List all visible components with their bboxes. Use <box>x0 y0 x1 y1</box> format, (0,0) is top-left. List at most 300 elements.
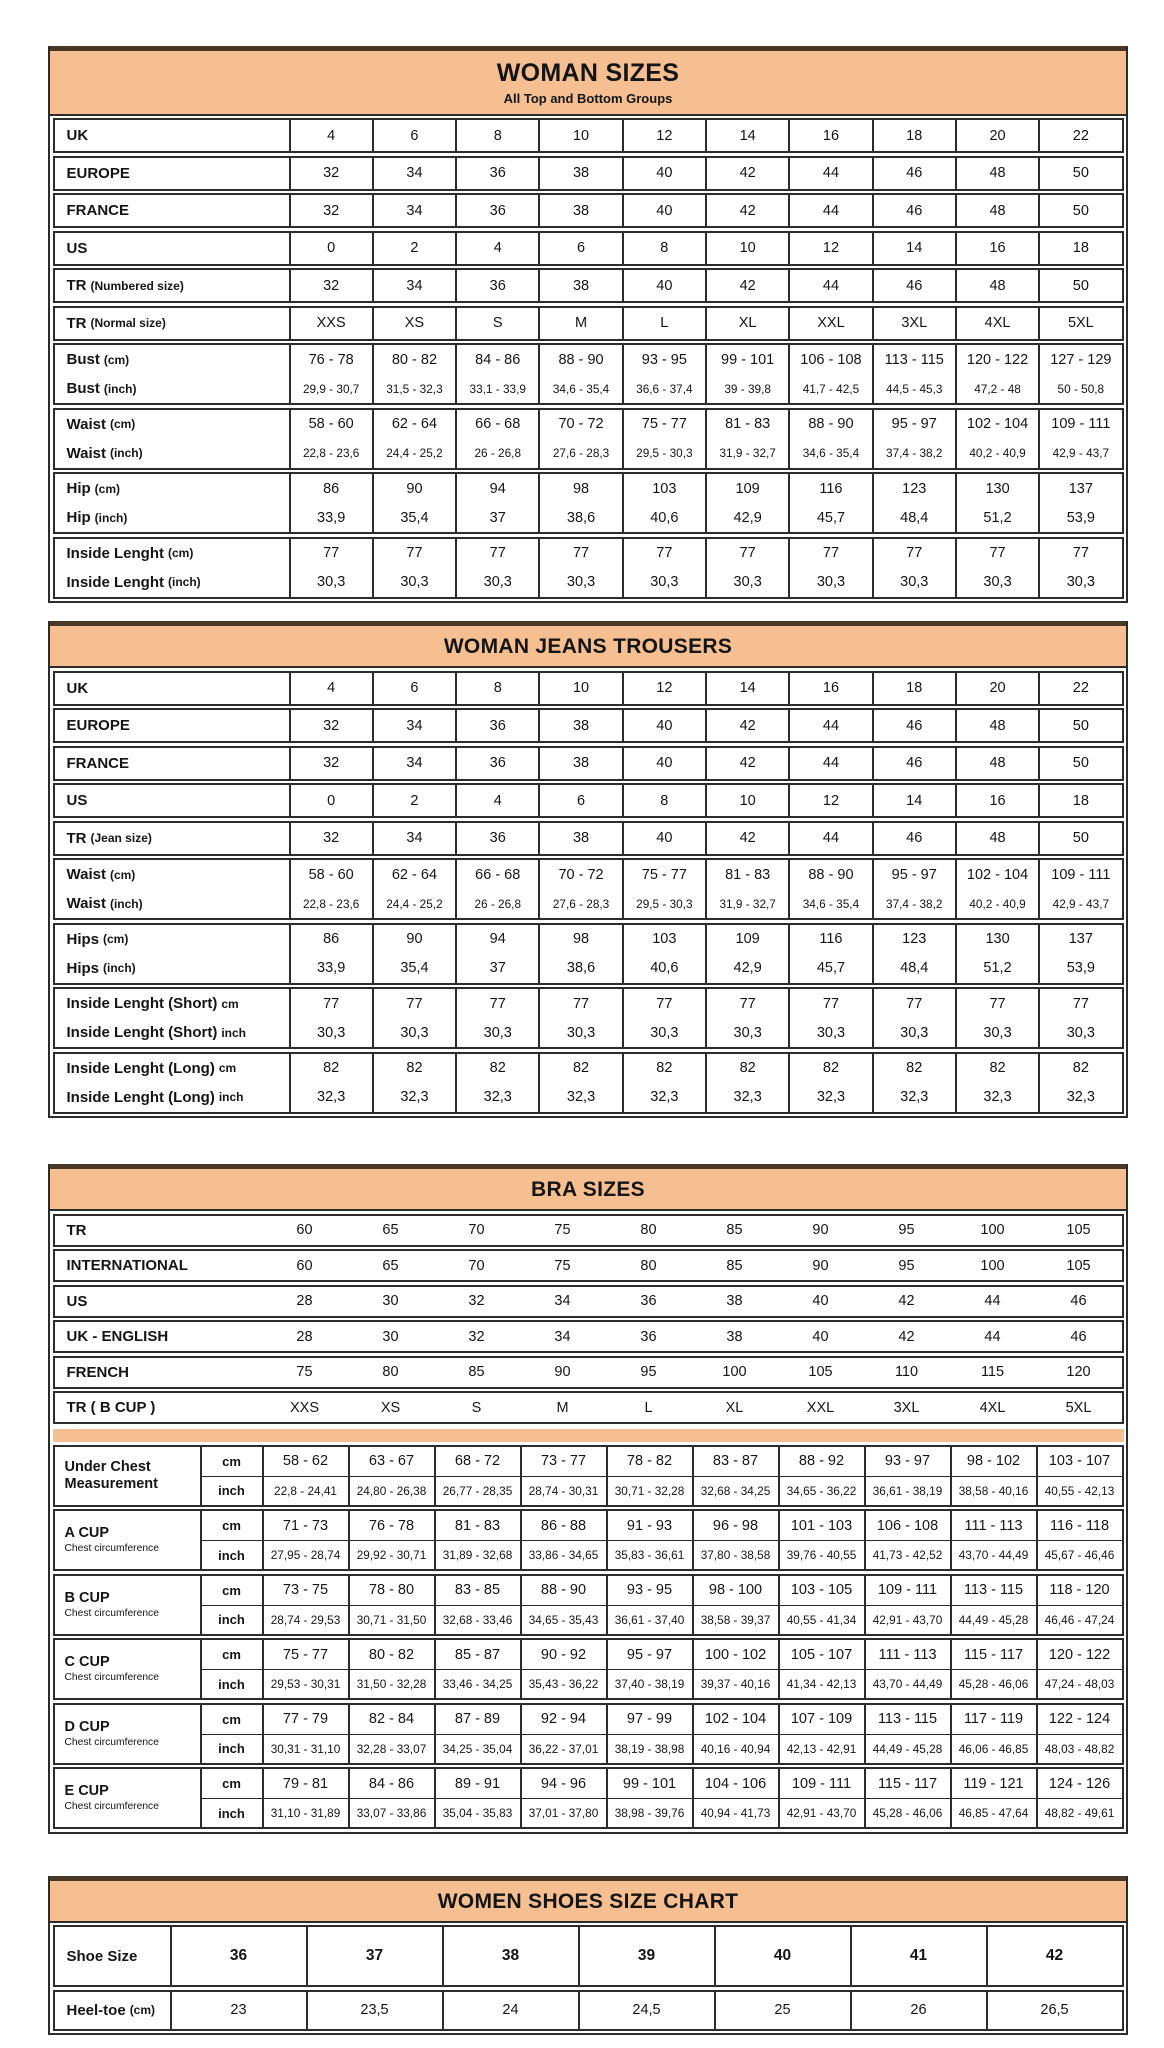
bra-cup-group <box>53 1445 1124 1507</box>
table-cell: 37 <box>455 954 538 983</box>
row-label <box>55 925 289 954</box>
table-cell: 80 <box>640 1222 657 1239</box>
table-cell: 75 - 77 <box>622 410 705 439</box>
row-label <box>55 233 289 264</box>
table-cell: XL <box>705 308 788 339</box>
table-row <box>55 1927 1122 1985</box>
table-row <box>55 925 1122 954</box>
table-cell: 38,6 <box>538 503 621 532</box>
table-cell: 24,4 - 25,2 <box>372 439 455 468</box>
table-row-group <box>53 1052 1124 1114</box>
table-cell: 53,9 <box>1038 503 1121 532</box>
table-row-group <box>53 306 1124 341</box>
table-cell: 89 - 91 <box>434 1769 520 1798</box>
row-label-text: Hips <box>66 959 100 977</box>
table-cell: 26 - 26,8 <box>455 889 538 918</box>
bra-cup-group <box>53 1703 1124 1765</box>
woman-sizes-header <box>50 46 1126 116</box>
table-cell: 99 - 101 <box>606 1769 692 1798</box>
table-cell: 5XL <box>1065 1399 1092 1416</box>
table-cell: 39 - 39,8 <box>705 374 788 403</box>
table-cell: 24,5 <box>578 1992 714 2029</box>
table-cell: 45,7 <box>788 954 871 983</box>
table-cell: 85 <box>726 1257 743 1274</box>
table-cell: 4XL <box>955 308 1038 339</box>
row-label <box>55 860 289 889</box>
row-label <box>55 1054 289 1083</box>
table-cell: 38 <box>538 158 621 189</box>
table-cell: 105 - 107 <box>778 1640 864 1669</box>
table-cell: 32,3 <box>872 1083 955 1112</box>
table-cell: 50 <box>1038 748 1121 779</box>
table-cell: 77 <box>788 539 871 568</box>
row-label-subtext: Chest circumference <box>64 1736 159 1748</box>
table-cell: 70 <box>468 1222 485 1239</box>
table-cell: 34,6 - 35,4 <box>788 889 871 918</box>
table-row-group <box>53 268 1124 303</box>
table-cell: 90 <box>554 1364 571 1381</box>
row-label <box>55 1927 170 1985</box>
table-cell: 30,3 <box>872 568 955 597</box>
table-cell: 34 <box>554 1293 571 1310</box>
table-cell: 42,9 - 43,7 <box>1038 889 1121 918</box>
row-label-text: Waist <box>66 444 106 462</box>
row-label-text: TR <box>66 314 87 332</box>
table-cell: 42 <box>898 1293 915 1310</box>
table-cell: 34 <box>372 748 455 779</box>
table-cell: M <box>538 308 621 339</box>
table-cell: L <box>622 308 705 339</box>
row-label <box>55 823 289 854</box>
table-cell: 102 - 104 <box>955 410 1038 439</box>
table-cell: 40,55 - 42,13 <box>1036 1476 1122 1505</box>
table-cell: 87 - 89 <box>434 1705 520 1734</box>
table-cell: 115 - 117 <box>864 1769 950 1798</box>
table-row <box>55 120 1122 151</box>
table-cell: 58 - 60 <box>289 860 372 889</box>
row-label <box>55 195 289 226</box>
row-label-text: US <box>66 792 88 810</box>
table-cell: 10 <box>538 120 621 151</box>
table-row-group <box>53 231 1124 266</box>
row-label-text: FRENCH <box>66 1363 129 1381</box>
row-label-text: TR ( B CUP ) <box>66 1399 156 1417</box>
table-cell: 32,3 <box>455 1083 538 1112</box>
table-cell: 37,01 - 37,80 <box>520 1798 606 1827</box>
row-label <box>55 748 289 779</box>
table-cell: 65 <box>382 1222 399 1239</box>
table-cell: 31,5 - 32,3 <box>372 374 455 403</box>
woman-sizes-title: WOMAN SIZES <box>496 59 680 87</box>
table-cell: 30,3 <box>289 568 372 597</box>
table-cell: 42 <box>986 1927 1122 1985</box>
table-cell: 36 <box>170 1927 306 1985</box>
table-cell: 82 <box>455 1054 538 1083</box>
table-cell: XXS <box>289 308 372 339</box>
table-row <box>55 860 1122 889</box>
table-cell: 93 - 97 <box>864 1447 950 1476</box>
table-cell: 75 <box>296 1364 313 1381</box>
table-row <box>55 158 1122 189</box>
row-label-text: EUROPE <box>66 164 130 182</box>
table-cell: 38 <box>726 1293 743 1310</box>
row-label <box>55 1705 200 1763</box>
table-cell: 28 <box>296 1328 313 1345</box>
table-cell: 107 - 109 <box>778 1705 864 1734</box>
row-label-text: TR <box>66 277 87 294</box>
unit-label-inch: inch <box>200 1540 262 1569</box>
row-label-unit: (inch) <box>109 896 143 911</box>
table-cell: 30,3 <box>538 1018 621 1047</box>
table-cell: 18 <box>872 120 955 151</box>
table-row <box>55 785 1122 816</box>
table-cell: 32,3 <box>788 1083 871 1112</box>
table-cell: 30 <box>382 1293 399 1310</box>
table-cell: 116 <box>788 474 871 503</box>
table-cell: 43,70 - 44,49 <box>864 1669 950 1698</box>
table-cell: 116 - 118 <box>1036 1511 1122 1540</box>
row-label-unit: (inch) <box>103 381 137 396</box>
table-cell: 46 <box>872 158 955 189</box>
table-cell: 23,5 <box>306 1992 442 2029</box>
table-cell: 111 - 113 <box>950 1511 1036 1540</box>
woman-sizes-table <box>48 46 1128 603</box>
table-cell: 34 <box>372 270 455 301</box>
table-cell: 24,4 - 25,2 <box>372 889 455 918</box>
table-cell: 77 <box>705 539 788 568</box>
table-cell: 82 <box>1038 1054 1121 1083</box>
row-label <box>55 120 289 151</box>
table-row-group <box>53 708 1124 743</box>
table-cell: 12 <box>788 233 871 264</box>
table-cell: 78 - 82 <box>606 1447 692 1476</box>
table-cell: 4XL <box>979 1399 1006 1416</box>
table-cell: 77 <box>955 989 1038 1018</box>
table-row <box>55 1054 1122 1083</box>
row-label-subtext: Chest circumference <box>64 1607 159 1619</box>
table-cell: 75 <box>554 1257 571 1274</box>
table-cell: 95 <box>898 1257 915 1274</box>
table-cell: 105 <box>1066 1257 1091 1274</box>
table-cell: 12 <box>788 785 871 816</box>
table-cell: 30,3 <box>955 568 1038 597</box>
table-cell: 90 - 92 <box>520 1640 606 1669</box>
table-cell: 98 <box>538 925 621 954</box>
table-row <box>55 1018 1122 1047</box>
table-row <box>55 374 1122 403</box>
table-row <box>55 410 1122 439</box>
table-row <box>55 1287 1122 1316</box>
table-cell: 113 - 115 <box>950 1576 1036 1605</box>
table-cell: 29,9 - 30,7 <box>289 374 372 403</box>
table-row-group <box>53 858 1124 920</box>
table-cell: 33,9 <box>289 954 372 983</box>
table-cell: 32,3 <box>622 1083 705 1112</box>
table-row-group <box>53 118 1124 153</box>
table-row <box>55 748 1122 779</box>
row-label-unit: (Jean size) <box>90 831 152 846</box>
table-cell: 26 - 26,8 <box>455 439 538 468</box>
table-cell: 16 <box>788 120 871 151</box>
table-cell: 60 <box>296 1222 313 1239</box>
table-cell: 53,9 <box>1038 954 1121 983</box>
woman-sizes-subtitle: All Top and Bottom Groups <box>503 90 673 106</box>
table-cell: 30,3 <box>705 568 788 597</box>
table-cell: 30,3 <box>872 1018 955 1047</box>
table-row <box>55 673 1122 704</box>
bra-cup-rows <box>50 1445 1126 1832</box>
table-cell: 32,3 <box>538 1083 621 1112</box>
bra-sizes-table <box>48 1164 1128 1834</box>
table-cell: 80 <box>382 1364 399 1381</box>
table-cell: 77 <box>622 989 705 1018</box>
row-label-unit: (cm) <box>168 546 194 560</box>
table-cell: 91 - 93 <box>606 1511 692 1540</box>
table-cell: 4 <box>289 673 372 704</box>
table-row <box>55 954 1122 983</box>
women-shoes-header <box>50 1876 1126 1923</box>
table-cell: 36,22 - 37,01 <box>520 1734 606 1763</box>
table-cell: 0 <box>289 233 372 264</box>
table-cell: 41 <box>850 1927 986 1985</box>
table-cell: 42 <box>705 195 788 226</box>
table-cell: 81 - 83 <box>434 1511 520 1540</box>
table-cell: 29,92 - 30,71 <box>348 1540 434 1569</box>
table-cell: 37,80 - 38,58 <box>692 1540 778 1569</box>
unit-label-cm: cm <box>200 1705 262 1734</box>
row-label-unit: (cm) <box>109 417 136 431</box>
row-label <box>55 308 289 339</box>
table-cell: 30,3 <box>788 568 871 597</box>
table-cell: 105 <box>1066 1222 1091 1239</box>
table-cell: 40,6 <box>622 503 705 532</box>
table-cell: 42,9 <box>705 503 788 532</box>
table-cell: 24 <box>442 1992 578 2029</box>
table-cell: 113 - 115 <box>872 345 955 374</box>
table-cell: 70 - 72 <box>538 410 621 439</box>
table-cell: 46,85 - 47,64 <box>950 1798 1036 1827</box>
table-cell: 94 <box>455 474 538 503</box>
table-cell: 48,82 - 49,61 <box>1036 1798 1122 1827</box>
table-cell: 41,7 - 42,5 <box>788 374 871 403</box>
table-cell: 30,3 <box>955 1018 1038 1047</box>
row-label <box>55 1358 262 1387</box>
table-cell: 31,9 - 32,7 <box>705 439 788 468</box>
table-cell: 6 <box>538 785 621 816</box>
table-cell: 50 <box>1038 710 1121 741</box>
table-cell: 12 <box>622 673 705 704</box>
row-label-text: Inside Lenght <box>66 544 164 562</box>
row-label-text: UK - ENGLISH <box>66 1328 169 1346</box>
table-cell: 109 - 111 <box>1038 860 1121 889</box>
table-row-group <box>53 408 1124 470</box>
table-cell: XXL <box>788 308 871 339</box>
row-label-unit: cm <box>218 1061 237 1076</box>
table-cell: 40 <box>714 1927 850 1985</box>
table-cell: 30,3 <box>622 568 705 597</box>
table-cell: 50 <box>1038 270 1121 301</box>
table-cell: 34,25 - 35,04 <box>434 1734 520 1763</box>
table-cell: 104 - 106 <box>692 1769 778 1798</box>
table-cell: 80 - 82 <box>348 1640 434 1669</box>
table-cell: 75 - 77 <box>622 860 705 889</box>
table-cell: 102 - 104 <box>692 1705 778 1734</box>
table-cell: 40 <box>812 1328 829 1345</box>
table-cell: 127 - 129 <box>1038 345 1121 374</box>
table-cell: 40 <box>622 710 705 741</box>
table-cell: 137 <box>1038 474 1121 503</box>
table-cell: 78 - 80 <box>348 1576 434 1605</box>
row-label-text: Inside Lenght (Short) <box>66 995 218 1013</box>
table-cell: 10 <box>705 233 788 264</box>
table-cell: 34,65 - 36,22 <box>778 1476 864 1505</box>
table-row-group <box>53 1320 1124 1353</box>
table-cell: 77 <box>622 539 705 568</box>
table-cell: 36 <box>455 195 538 226</box>
table-cell: 116 <box>788 925 871 954</box>
table-cell: 77 <box>538 539 621 568</box>
table-cell: 22 <box>1038 673 1121 704</box>
table-cell: 38 <box>538 748 621 779</box>
table-row-group <box>53 671 1124 706</box>
table-cell: 37,40 - 38,19 <box>606 1669 692 1698</box>
table-cell: 44,5 - 45,3 <box>872 374 955 403</box>
table-row-group <box>53 537 1124 599</box>
table-cell: 38 <box>538 270 621 301</box>
table-cell: 42 <box>898 1328 915 1345</box>
table-cell: 4 <box>455 785 538 816</box>
table-cell: S <box>455 308 538 339</box>
table-cell: 119 - 121 <box>950 1769 1036 1798</box>
table-row-group <box>53 746 1124 781</box>
table-cell: 33,46 - 34,25 <box>434 1669 520 1698</box>
table-cell: 31,89 - 32,68 <box>434 1540 520 1569</box>
table-cell: 14 <box>705 120 788 151</box>
table-cell: XXS <box>289 1399 319 1416</box>
table-cell: 47,2 - 48 <box>955 374 1038 403</box>
table-cell: 22,8 - 23,6 <box>289 439 372 468</box>
table-cell: 39 <box>578 1927 714 1985</box>
table-cell: 30,71 - 31,50 <box>348 1605 434 1634</box>
table-row-group <box>53 1990 1124 2031</box>
table-cell: 84 - 86 <box>455 345 538 374</box>
table-row-group <box>53 1214 1124 1247</box>
table-cell: 6 <box>372 120 455 151</box>
table-cell: 14 <box>705 673 788 704</box>
table-cell: 36 <box>455 748 538 779</box>
table-cell: 32 <box>289 710 372 741</box>
row-label <box>55 785 289 816</box>
table-row <box>55 568 1122 597</box>
woman-sizes-rows <box>50 116 1126 602</box>
table-cell: 35,04 - 35,83 <box>434 1798 520 1827</box>
table-cell: 81 - 83 <box>705 410 788 439</box>
table-cell: 42,13 - 42,91 <box>778 1734 864 1763</box>
table-cell: 4 <box>455 233 538 264</box>
row-label-text: Hip <box>66 509 91 526</box>
table-cell: 5XL <box>1038 308 1121 339</box>
table-cell: 117 - 119 <box>950 1705 1036 1734</box>
table-cell: 35,43 - 36,22 <box>520 1669 606 1698</box>
table-cell: 29,5 - 30,3 <box>622 439 705 468</box>
table-cell: 66 - 68 <box>455 860 538 889</box>
unit-label-cm: cm <box>200 1576 262 1605</box>
table-row-group <box>53 1356 1124 1389</box>
table-cell: 44 <box>984 1328 1001 1345</box>
row-label-text: Waist <box>66 895 106 913</box>
table-cell: 30,31 - 31,10 <box>262 1734 348 1763</box>
unit-label-inch: inch <box>200 1798 262 1827</box>
row-label <box>55 1018 289 1047</box>
table-row-group <box>53 1285 1124 1318</box>
table-cell: 40,2 - 40,9 <box>955 889 1038 918</box>
row-label-text: TR <box>66 829 87 847</box>
table-cell: 32,3 <box>289 1083 372 1112</box>
table-cell: 4 <box>289 120 372 151</box>
table-cell: 34,6 - 35,4 <box>538 374 621 403</box>
table-cell: 103 - 105 <box>778 1576 864 1605</box>
table-cell: 123 <box>872 925 955 954</box>
table-cell: 48 <box>955 748 1038 779</box>
table-cell: 77 <box>1038 539 1121 568</box>
table-cell: 48 <box>955 710 1038 741</box>
table-cell: 32,3 <box>705 1083 788 1112</box>
table-cell: 50 - 50,8 <box>1038 374 1121 403</box>
table-cell: 98 - 102 <box>950 1447 1036 1476</box>
table-cell: 77 <box>538 989 621 1018</box>
table-cell: 90 <box>372 925 455 954</box>
woman-jeans-header <box>50 621 1126 668</box>
table-cell: 80 - 82 <box>372 345 455 374</box>
table-cell: 44 <box>788 270 871 301</box>
row-label <box>55 568 289 597</box>
table-cell: 77 <box>872 539 955 568</box>
row-label-unit: inch <box>218 1090 244 1105</box>
table-cell: 82 <box>788 1054 871 1083</box>
row-label <box>55 710 289 741</box>
table-cell: XS <box>380 1399 401 1416</box>
table-cell: 120 - 122 <box>1036 1640 1122 1669</box>
row-label-text: Hip <box>66 480 91 497</box>
table-cell: 14 <box>872 785 955 816</box>
table-cell: 42,91 - 43,70 <box>778 1798 864 1827</box>
table-cell: 109 - 111 <box>1038 410 1121 439</box>
row-label-subtext: Chest circumference <box>64 1801 159 1813</box>
table-cell: 85 <box>468 1364 485 1381</box>
table-cell: 93 - 95 <box>622 345 705 374</box>
table-cell: 22 <box>1038 120 1121 151</box>
table-cell: 2 <box>372 785 455 816</box>
table-cell: 27,6 - 28,3 <box>538 439 621 468</box>
table-cell: 103 <box>622 925 705 954</box>
table-cell: 77 <box>455 989 538 1018</box>
table-cell: 30,3 <box>289 1018 372 1047</box>
unit-label-inch: inch <box>200 1605 262 1634</box>
table-cell: 42,9 - 43,7 <box>1038 439 1121 468</box>
table-cell: 93 - 95 <box>606 1576 692 1605</box>
table-cell: 14 <box>872 233 955 264</box>
row-label-unit: (inch) <box>103 961 136 976</box>
table-cell: 39,76 - 40,55 <box>778 1540 864 1569</box>
row-label-unit: (inch) <box>109 446 143 460</box>
unit-label-cm: cm <box>200 1511 262 1540</box>
unit-label-inch: inch <box>200 1734 262 1763</box>
row-label-text: Bust <box>66 380 100 397</box>
table-cell: 88 - 90 <box>788 410 871 439</box>
table-cell: 50 <box>1038 195 1121 226</box>
table-cell: 46 <box>1070 1328 1087 1345</box>
table-cell: 30,3 <box>538 568 621 597</box>
